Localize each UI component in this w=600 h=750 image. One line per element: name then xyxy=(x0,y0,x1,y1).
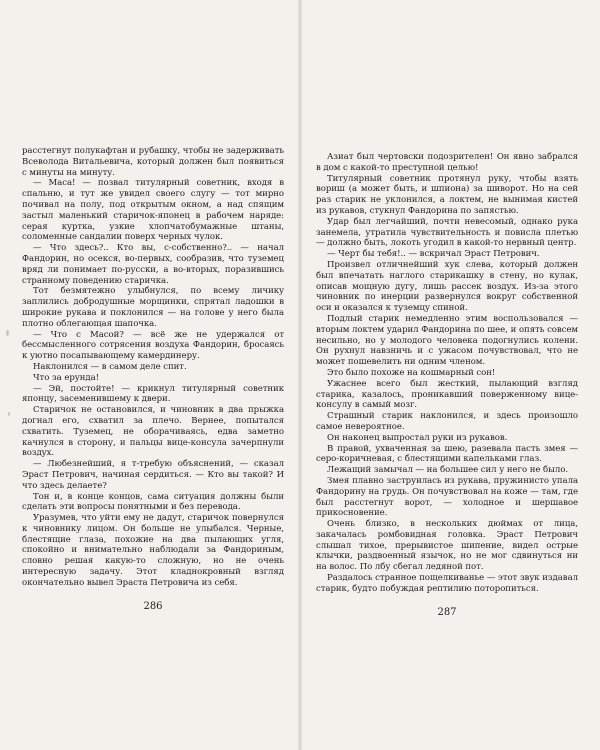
paragraph: Очень близко, в нескольких дюймах от лица, закачалась ромбовидная головка. Эраст Петрович слышал тихое, прерывистое шипение, видел острые клычки, раздвоенный язычок, но не мог сдвинуться ни на волос. По лбу сбегал ледяной пот. xyxy=(316,519,578,573)
left-page-text xyxy=(22,146,284,589)
paper-speck xyxy=(8,412,10,416)
right-page xyxy=(316,0,578,618)
paragraph: Ужаснее всего был жесткий, пылающий взгляд старика, казалось, проникавший поверженному вице-консулу в самый мозг. xyxy=(316,378,578,411)
paragraph: Произвел отличнейший хук слева, который должен был впечатать наглого старикашку в стену, но кулак, описав мощную дугу, лишь рассек воздух. Из-за этого чиновник по инерции развернулся вокруг собственной оси и оказался к туземцу спиной. xyxy=(316,259,578,314)
paragraph: Подлый старик немедленно этим воспользовался — вторым локтем ударил Фандорина по шее, и опять совсем несильно, но у молодого человека подогнулись колени. Он рухнул навзничь и с ужасом почувствовал, что не может пошевелить ни одним членом. xyxy=(316,313,578,368)
paragraph: — Маса! — позвал титулярный советник, входя в спальню, и тут же увидел своего слугу — тот мирно почивал на полу, под открытым окном, а над спящим застыл маленький старичок-японец в рабочем наряде: серая куртка, узкие хлопчатобумажные штаны, соломенные сандалии поверх черных чулок. xyxy=(22,178,284,243)
left-page xyxy=(22,100,284,612)
paragraph: Старичок не остановился, и чиновник в два прыжка догнал его, схватил за плечо. Вернее, попытался схватить. Туземец, не оборачиваясь, едва заметно качнулся в сторону, и пальцы вице-консула зачерпнули воздух. xyxy=(22,405,284,459)
paragraph: Страшный старик наклонился, и здесь произошло самое невероятное. xyxy=(316,411,578,432)
paragraph: — Что с Масой? — всё же не удержался от бессмысленного сотрясения воздуха Фандорин, бросаясь к уютно посапывающему камердинеру. xyxy=(22,329,284,362)
paragraph: расстегнут полукафтан и рубашку, чтобы не задерживать Всеволода Витальевича, который должен был появиться с минуты на минуту. xyxy=(22,146,284,178)
paragraph: В правой, ухваченная за шею, разевала пасть змея — серо-коричневая, с блестящими капельками глаз. xyxy=(316,443,578,465)
paragraph: Раздалось странное пощелкиванье — этот звук издавал старик, будто побуждая рептилию поторопиться. xyxy=(316,573,578,594)
paragraph: Тот безмятежно улыбнулся, по всему личику заплились добродушные морщинки, спрятал ладошки в широкие рукава и поклонился — на голове у него была плотно облегающая шапочка. xyxy=(22,286,284,329)
paragraph: — Любезнейший, я т-требую объяснений, — сказал Эраст Петрович, начиная сердиться. — Кто вы такой? И что здесь делаете? xyxy=(22,459,284,491)
paragraph: Удар был легчайший, почти невесомый, однако рука занемела, утратила чувствительность и повисла плетью — должно быть, локоть угодил в какой-то нервный центр. xyxy=(316,216,578,249)
paragraph: Змея плавно заструилась из рукава, пружинисто упала Фандорину на грудь. Он почувствовал на коже — там, где был расстегнут ворот, — холодное и шершавое прикосновение. xyxy=(316,475,578,519)
paragraph: Наклонился — в самом деле спит. xyxy=(33,361,187,372)
paragraph: Это было похоже на кошмарный сон! xyxy=(327,367,496,378)
page-number: 286 xyxy=(143,600,163,612)
paragraph: Он наконец выпростал руки из рукавов. xyxy=(327,432,508,443)
paragraph: Лежащий замычал — на большее сил у него не было. xyxy=(327,465,569,476)
paragraph: — Эй, постойте! — крикнул титулярный советник японцу, засеменившему к двери. xyxy=(22,383,284,405)
right-page-text xyxy=(316,152,578,595)
paragraph: Что за ерунда! xyxy=(33,372,100,383)
paragraph: Титулярный советник протянул руку, чтобы взять вориш (а может быть, и шпиона) за шиворот. Но на сей раз старик не уклонился, а локтем, не вынимая кистей из рукавов, стукнул Фандорина по запястью. xyxy=(316,173,578,216)
paragraph: Уразумев, что уйти ему не дадут, старичок повернулся к чиновнику лицом. Он больше не улыбался. Черные, блестящие глаза, похожие на два пылающих угля, спокойно и внимательно наблюдали за Фандориным, словно решая какую-то сложную, но не очень интересную задачу. Этот кладнокровный взгляд окончательно вывел Эраста Петровича из себя. xyxy=(22,513,284,588)
page-number: 287 xyxy=(437,606,457,618)
paper-speck xyxy=(6,330,9,336)
paragraph: Тон и, в конце концов, сама ситуация должны были сделать эти вопросы понятными и без перевода. xyxy=(22,491,284,513)
paragraph: — Черт бы тебя!.. — вскричал Эраст Петрович. xyxy=(327,249,540,260)
paragraph: Азиат был чертовски подозрителен! Он явно забрался в дом с какой-то преступной целью! xyxy=(316,152,578,173)
book-gutter xyxy=(298,0,302,750)
paragraph: — Что здесь?.. Кто вы, с-собственно?.. — начал Фандорин, но осекся, во-первых, сообразив, что туземец вряд ли понимает по-русски, а во-вторых, поразившись странному поведению старичка. xyxy=(22,243,284,286)
